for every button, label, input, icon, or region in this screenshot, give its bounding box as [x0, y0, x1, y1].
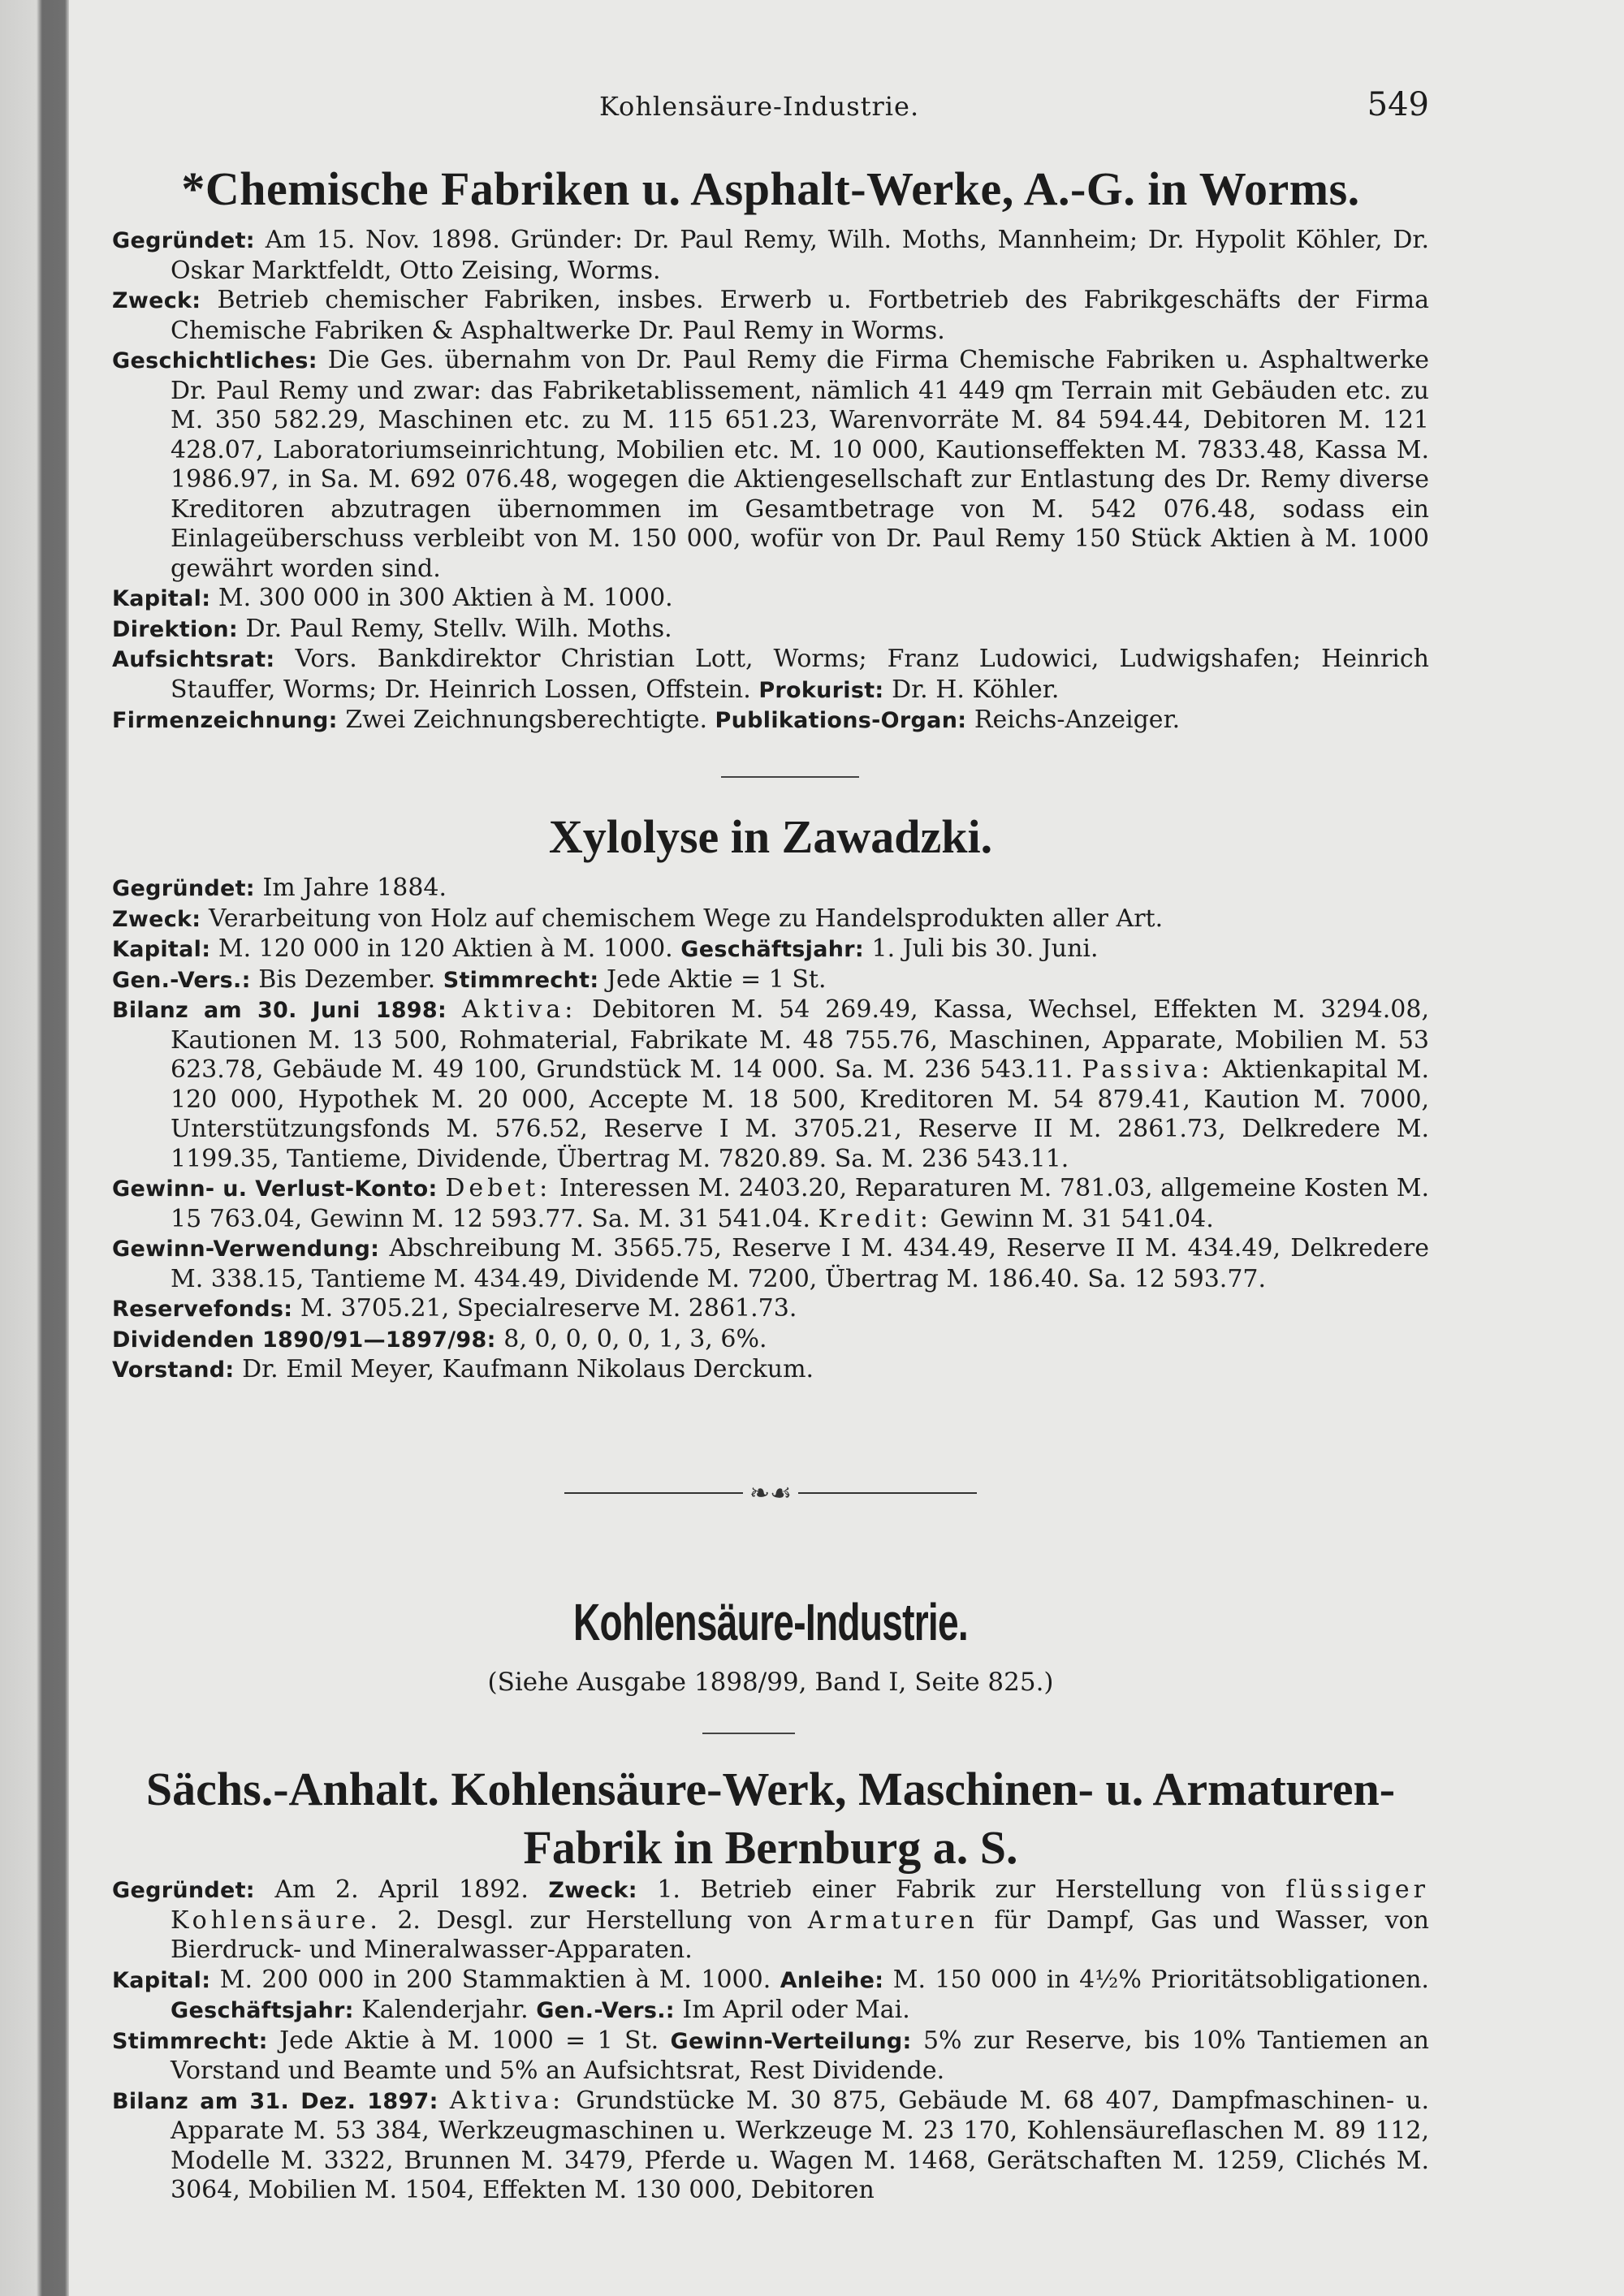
running-head: [112, 86, 1429, 132]
entry-geschichtliches: Geschichtliches: Die Ges. übernahm von Dr. Paul Remy die Firma Chemische Fabriken u. Asphaltwerke Dr. Paul Remy und zwar: das Fabriketablissement, nämlich 41 449 qm Terrain mit Gebäuden etc. zu M. 350 582.29, Maschinen etc. zu M. 115 651.23, Warenvorräte M. 84 594.44, Debitoren M. 121 428.07, Laboratoriumseinrichtung, Mobilien etc. M. 10 000, Kautionseffekten M. 7833.48, Kassa M. 1986.97, in Sa. M. 692 076.48, wogegen die Aktiengesellschaft zur Entlastung des Dr. Remy diverse Kreditoren abzutragen übernommen im Gesamtbetrage von M. 542 076.48, sodass ein Einlageüberschuss verbleibt von M. 150 000, wofür von Dr. Paul Remy 150 Stück Aktien à M. 1000 gewährt worden sind.: [112, 346, 1429, 583]
entry-gewinn-verlust: Gewinn- u. Verlust-Konto: Debet: Interessen M. 2403.20, Reparaturen M. 781.03, allgemeine Kosten M. 15 763.04, Gewinn M. 12 593.77. Sa. M. 31 541.04. Kredit: Gewinn M. 31 541.04.: [112, 1174, 1429, 1233]
section4-title: Sächs.-Anhalt. Kohlensäure-Werk, Maschinen- u. Armaturen- Fabrik in Bernburg a. S.: [145, 1763, 1396, 1874]
entry-kapital: Kapital: M. 120 000 in 120 Aktien à M. 1000. Geschäftsjahr: 1. Juli bis 30. Juni.: [112, 934, 1099, 963]
divider-rule: [721, 776, 859, 778]
entry-gen-vers: Gen.-Vers.: Bis Dezember. Stimmrecht: Jede Aktie = 1 St.: [112, 965, 827, 994]
entry-dividenden: Dividenden 1890/91—1897/98: 8, 0, 0, 0, 0, 1, 3, 6%.: [112, 1324, 767, 1353]
entry-stimmrecht: Stimmrecht: Jede Aktie à M. 1000 = 1 St. Gewinn-Verteilung: 5% zur Reserve, bis 10% Tantiemen an Vorstand und Beamte und 5% an Aufsichtsrat, Rest Dividende.: [112, 2026, 1429, 2085]
entry-aufsichtsrat: Aufsichtsrat: Vors. Bankdirektor Christian Lott, Worms; Franz Ludowici, Ludwigshafen; Heinrich Stauffer, Worms; Dr. Heinrich Lossen, Offstein. Prokurist: Dr. H. Köhler.: [112, 645, 1429, 704]
entry-gegruendet: Gegründet: Am 2. April 1892. Zweck: 1. Betrieb einer Fabrik zur Herstellung von flüssiger Kohlensäure. 2. Desgl. zur Herstellung von Armaturen für Dampf, Gas und Wasser, von Bierdruck- und Mineralwasser-Apparaten.: [112, 1875, 1429, 1964]
page-number: 549: [1367, 86, 1429, 123]
divider-rule: [702, 1733, 795, 1734]
running-head-title: Kohlensäure-Industrie.: [599, 91, 920, 122]
section4-body: [112, 1875, 1429, 2206]
entry-direktion: Direktion: Dr. Paul Remy, Stellv. Wilh. Moths.: [112, 614, 672, 643]
page: [112, 0, 1429, 2296]
section1-title: *Chemische Fabriken u. Asphalt-Werke, A.-G. in Worms.: [181, 162, 1360, 215]
section3-note: (Siehe Ausgabe 1898/99, Band I, Seite 825.): [487, 1668, 1054, 1697]
section2-title: Xylolyse in Zawadzki.: [548, 810, 993, 863]
ornament-icon: ❧☙: [749, 1478, 793, 1508]
section2-body: [112, 874, 1429, 1386]
entry-zweck: Zweck: Verarbeitung von Holz auf chemischem Wege zu Handelsprodukten aller Art.: [112, 904, 1164, 933]
section3-title: Kohlensäure-Industrie.: [573, 1593, 968, 1651]
entry-gegruendet: Gegründet: Am 15. Nov. 1898. Gründer: Dr. Paul Remy, Wilh. Moths, Mannheim; Dr. Hypolit Köhler, Dr. Oskar Marktfeldt, Otto Zeising, Worms.: [112, 226, 1429, 285]
entry-kapital: Kapital: M. 300 000 in 300 Aktien à M. 1000.: [112, 584, 673, 612]
entry-gewinn-verwendung: Gewinn-Verwendung: Abschreibung M. 3565.75, Reserve I M. 434.49, Reserve II M. 434.49, Delkredere M. 338.15, Tantieme M. 434.49, Dividende M. 7200, Übertrag M. 186.40. Sa. 12 593.77.: [112, 1234, 1429, 1293]
entry-vorstand: Vorstand: Dr. Emil Meyer, Kaufmann Nikolaus Derckum.: [112, 1355, 814, 1383]
entry-zweck: Zweck: Betrieb chemischer Fabriken, insbes. Erwerb u. Fortbetrieb des Fabrikgeschäfts der Firma Chemische Fabriken & Asphaltwerke Dr. Paul Remy in Worms.: [112, 286, 1429, 345]
entry-gegruendet: Gegründet: Im Jahre 1884.: [112, 874, 447, 902]
entry-bilanz: Bilanz am 31. Dez. 1897: Aktiva: Grundstücke M. 30 875, Gebäude M. 68 407, Dampfmaschinen- u. Apparate M. 53 384, Werkzeugmaschinen u. Werkzeuge M. 23 170, Kohlensäureflaschen M. 89 112, Modelle M. 3322, Brunnen M. 3479, Pferde u. Wagen M. 1468, Gerätschaften M. 1259, Clichés M. 3064, Mobilien M. 1504, Effekten M. 130 000, Debitoren: [112, 2086, 1429, 2204]
entry-bilanz: Bilanz am 30. Juni 1898: Aktiva: Debitoren M. 54 269.49, Kassa, Wechsel, Effekten M. 3294.08, Kautionen M. 13 500, Rohmaterial, Fabrikate M. 48 755.76, Maschinen, Apparate, Mobilien M. 53 623.78, Gebäude M. 49 100, Grundstück M. 14 000. Sa. M. 236 543.11. Passiva: Aktienkapital M. 120 000, Hypothek M. 20 000, Accepte M. 18 500, Kreditoren M. 54 879.41, Kaution M. 7000, Unterstützungsfonds M. 576.52, Reserve I M. 3705.21, Reserve II M. 2861.73, Delkredere M. 1199.35, Tantieme, Dividende, Übertrag M. 7820.89. Sa. M. 236 543.11.: [112, 995, 1429, 1173]
entry-reservefonds: Reservefonds: M. 3705.21, Specialreserve M. 2861.73.: [112, 1294, 797, 1323]
entry-firmenzeichnung: Firmenzeichnung: Zwei Zeichnungsberechtigte. Publikations-Organ: Reichs-Anzeiger.: [112, 706, 1181, 734]
section1-body: [112, 226, 1429, 736]
binding-shadow: [0, 0, 69, 2296]
ornament-divider: [112, 1478, 1429, 1508]
entry-kapital: Kapital: M. 200 000 in 200 Stammaktien à M. 1000. Anleihe: M. 150 000 in 4½% Prioritätsobligationen. Geschäftsjahr: Kalenderjahr. Gen.-Vers.: Im April oder Mai.: [112, 1965, 1429, 2024]
